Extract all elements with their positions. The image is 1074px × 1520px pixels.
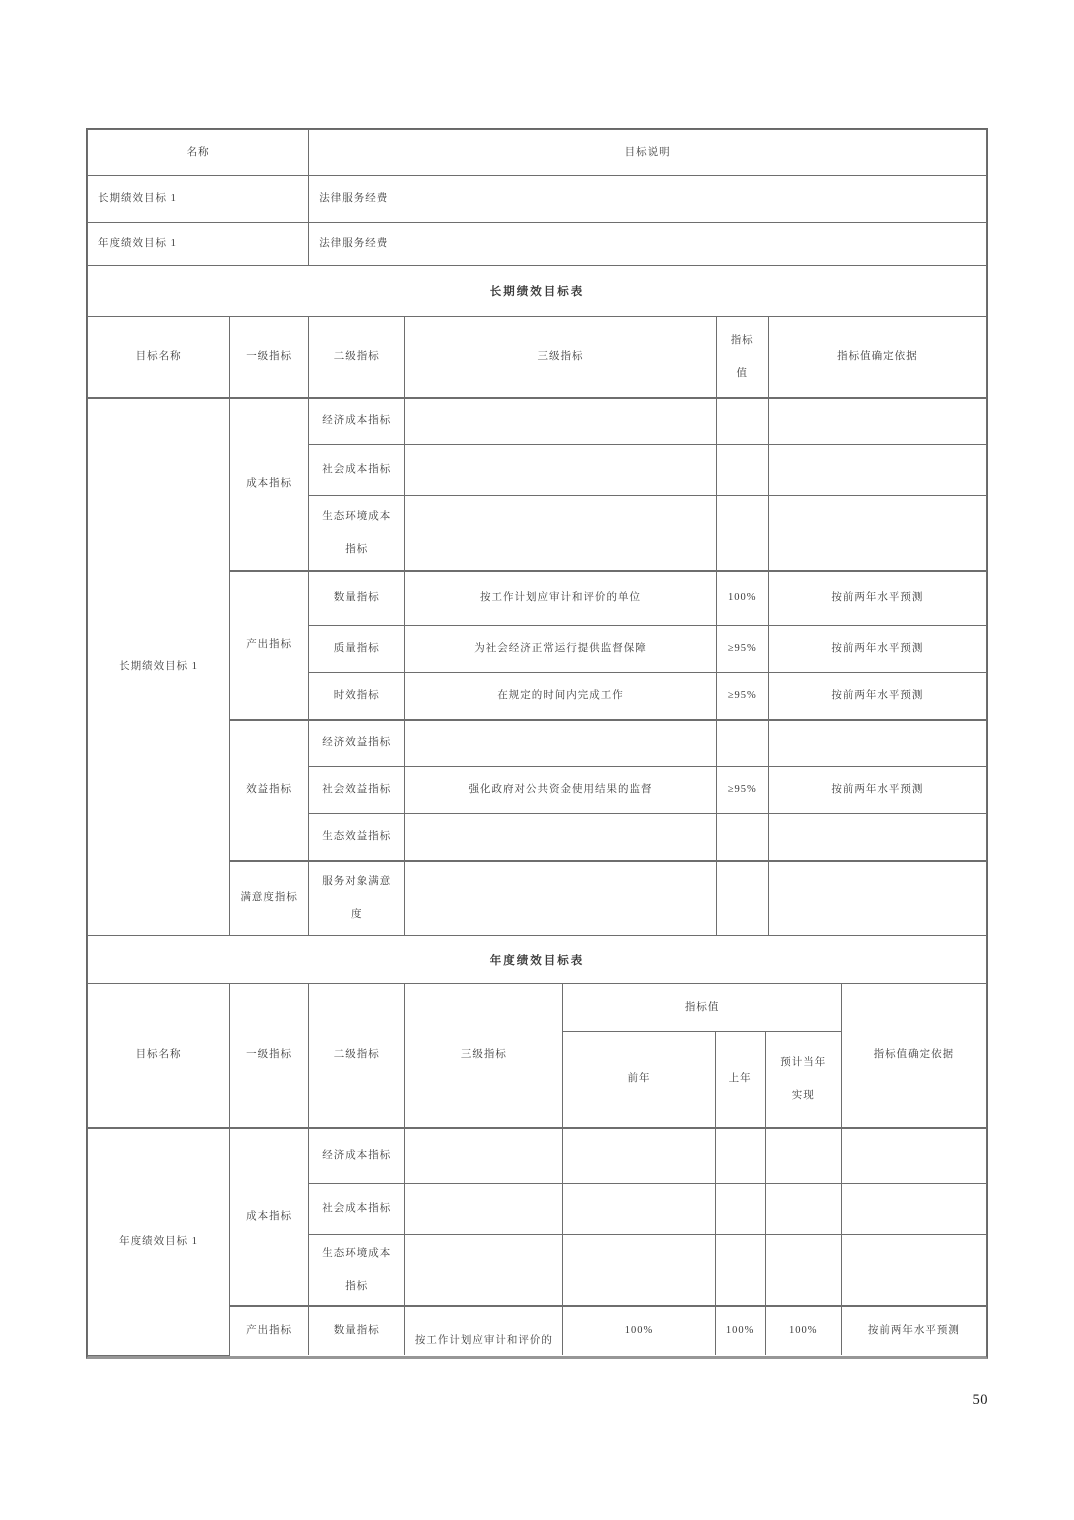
header-value-group: 指标值: [563, 984, 841, 1032]
level2-cell: [309, 861, 405, 936]
empty-cell: [841, 1235, 986, 1307]
goal-description-cell: 法律服务经费: [309, 223, 987, 266]
header-year-before-last: 前年: [563, 1032, 715, 1128]
empty-cell: [405, 1128, 563, 1184]
table-row: [88, 1128, 987, 1184]
level1-cell: 成本指标: [230, 398, 309, 571]
header-value-line1: 指标: [730, 334, 754, 346]
table-row: [88, 176, 987, 223]
level3-cell: 在规定的时间内完成工作: [405, 673, 716, 720]
level1-cell: 效益指标: [230, 720, 309, 861]
level2-cell: [309, 1235, 405, 1307]
level3-cell: 按工作计划应审计和评价的: [405, 1306, 563, 1355]
value-cell: ≥95%: [716, 673, 768, 720]
empty-cell: [716, 720, 768, 767]
summary-header-name: 名称: [88, 130, 309, 176]
header-current-estimate: [765, 1032, 841, 1128]
value-cell: ≥95%: [716, 626, 768, 673]
header-value-line2: 值: [736, 367, 748, 379]
empty-cell: [841, 1184, 986, 1235]
level1-cell: 产出指标: [230, 571, 309, 720]
empty-cell: [715, 1235, 765, 1307]
empty-cell: [563, 1235, 715, 1307]
empty-cell: [716, 814, 768, 861]
header-level3: 三级指标: [405, 984, 563, 1128]
empty-cell: [715, 1128, 765, 1184]
value-cell: ≥95%: [716, 767, 768, 814]
value-cell: 100%: [765, 1306, 841, 1355]
level2-cell: 生态效益指标: [309, 814, 405, 861]
value-cell: 100%: [563, 1306, 715, 1355]
empty-cell: [405, 1235, 563, 1307]
annual-table-title: 年度绩效目标表: [87, 935, 987, 984]
empty-cell: [768, 814, 986, 861]
empty-cell: [405, 720, 716, 767]
header-goal-name: 目标名称: [88, 317, 230, 398]
table-row: [88, 398, 987, 445]
empty-cell: [765, 1184, 841, 1235]
value-cell: 100%: [715, 1306, 765, 1355]
basis-cell: 按前两年水平预测: [768, 767, 986, 814]
empty-cell: [765, 1235, 841, 1307]
level2-cell: 数量指标: [309, 1306, 405, 1355]
level3-cell: 按工作计划应审计和评价的单位: [405, 571, 716, 626]
longterm-goal-table: [87, 316, 987, 936]
header-level2: 二级指标: [309, 984, 405, 1128]
level2-line2: 指标: [345, 543, 369, 555]
empty-cell: [563, 1128, 715, 1184]
level1-cell: 满意度指标: [230, 861, 309, 936]
goal-description-cell: 法律服务经费: [309, 176, 987, 223]
level2-cell: 经济成本指标: [309, 398, 405, 445]
level2-line1: 服务对象满意: [322, 876, 392, 888]
level2-cell: 时效指标: [309, 673, 405, 720]
goal-name-cell: 年度绩效目标 1: [88, 223, 309, 266]
level2-line1: 生态环境成本: [322, 510, 392, 522]
summary-header-description: 目标说明: [309, 130, 987, 176]
empty-cell: [716, 861, 768, 936]
header-level1: 一级指标: [230, 984, 309, 1128]
basis-cell: 按前两年水平预测: [768, 673, 986, 720]
level2-cell: 经济成本指标: [309, 1128, 405, 1184]
performance-goal-tables: [86, 128, 988, 1359]
empty-cell: [768, 720, 986, 767]
empty-cell: [716, 445, 768, 496]
empty-cell: [715, 1184, 765, 1235]
level2-line2: 指标: [345, 1281, 369, 1292]
empty-cell: [405, 814, 716, 861]
longterm-table-title: 长期绩效目标表: [87, 265, 987, 317]
goal-name-cell: 年度绩效目标 1: [88, 1128, 230, 1356]
empty-cell: [563, 1184, 715, 1235]
empty-cell: [405, 496, 716, 571]
page-number: 50: [972, 1392, 988, 1408]
level2-cell: 社会效益指标: [309, 767, 405, 814]
header-current-line2: 实现: [791, 1090, 815, 1102]
empty-cell: [716, 398, 768, 445]
header-last-year: 上年: [715, 1032, 765, 1128]
empty-cell: [405, 398, 716, 445]
level2-cell: 社会成本指标: [309, 445, 405, 496]
header-value: [716, 317, 768, 398]
level2-cell: 质量指标: [309, 626, 405, 673]
annual-goal-table: [87, 983, 987, 1356]
header-basis: 指标值确定依据: [768, 317, 986, 398]
basis-cell: 按前两年水平预测: [768, 571, 986, 626]
level2-line1: 生态环境成本: [322, 1248, 392, 1259]
empty-cell: [768, 398, 986, 445]
level2-line2: 度: [351, 909, 363, 921]
header-current-line1: 预计当年: [780, 1057, 827, 1069]
level2-cell: [309, 496, 405, 571]
table-row: [88, 223, 987, 266]
empty-cell: [841, 1128, 986, 1184]
empty-cell: [716, 496, 768, 571]
summary-table: [87, 129, 987, 266]
goal-name-cell: 长期绩效目标 1: [88, 398, 230, 936]
empty-cell: [405, 445, 716, 496]
basis-cell: 按前两年水平预测: [768, 626, 986, 673]
goal-name-cell: 长期绩效目标 1: [88, 176, 309, 223]
level1-cell: 产出指标: [230, 1306, 309, 1355]
level2-cell: 经济效益指标: [309, 720, 405, 767]
level2-cell: 社会成本指标: [309, 1184, 405, 1235]
empty-cell: [405, 861, 716, 936]
empty-cell: [768, 861, 986, 936]
level2-cell: 数量指标: [309, 571, 405, 626]
header-goal-name: 目标名称: [88, 984, 230, 1128]
empty-cell: [768, 445, 986, 496]
empty-cell: [765, 1128, 841, 1184]
empty-cell: [405, 1184, 563, 1235]
level3-cell: 强化政府对公共资金使用结果的监督: [405, 767, 716, 814]
basis-cell: 按前两年水平预测: [841, 1306, 986, 1355]
header-level3: 三级指标: [405, 317, 716, 398]
level1-cell: 成本指标: [230, 1128, 309, 1307]
level3-cell: 为社会经济正常运行提供监督保障: [405, 626, 716, 673]
value-cell: 100%: [716, 571, 768, 626]
empty-cell: [768, 496, 986, 571]
header-level2: 二级指标: [309, 317, 405, 398]
header-level1: 一级指标: [230, 317, 309, 398]
header-basis: 指标值确定依据: [841, 984, 986, 1128]
